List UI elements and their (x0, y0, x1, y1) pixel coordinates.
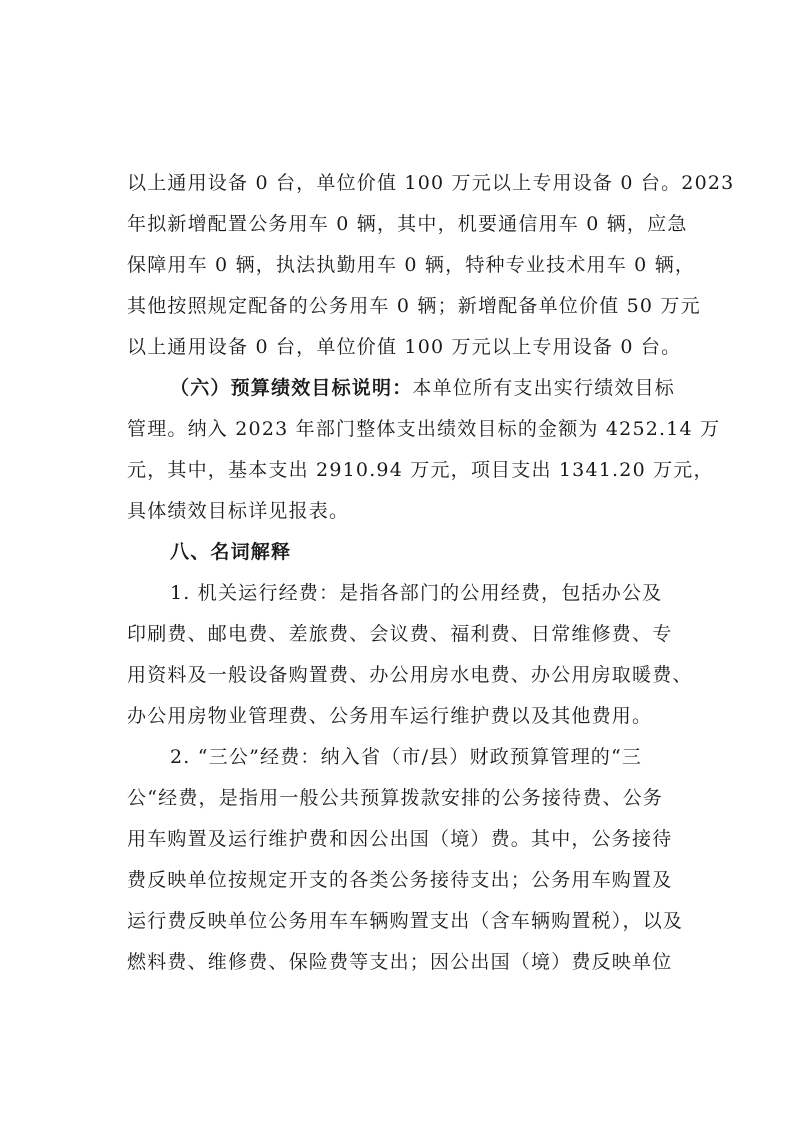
body-line: 燃料费、维修费、保险费等支出；因公出国（境）费反映单位 (127, 951, 673, 973)
body-line: 管理。纳入 2023 年部门整体支出绩效目标的金额为 4252.14 万 (127, 418, 721, 440)
section6-title: （六）预算绩效目标说明： (170, 377, 413, 399)
definition-item-2: 2. “三公”经费：纳入省（市/县）财政预算管理的“三 (170, 746, 643, 768)
body-line: 运行费反映单位公务用车车辆购置支出（含车辆购置税），以及 (127, 910, 684, 932)
section6-first-line (170, 375, 688, 401)
body-line: 公“经费，是指用一般公共预算拨款安排的公务接待费、公务 (127, 787, 664, 809)
body-line: 用车购置及运行维护费和因公出国（境）费。其中，公务接待 (127, 828, 673, 850)
body-line: 具体绩效目标详见报表。 (127, 500, 350, 522)
body-line: 印刷费、邮电费、差旅费、会议费、福利费、日常维修费、专 (127, 623, 673, 645)
body-line: 以上通用设备 0 台，单位价值 100 万元以上专用设备 0 台。 (127, 336, 682, 358)
body-line: 办公用房物业管理费、公务用车运行维护费以及其他费用。 (127, 705, 653, 727)
definition-item-1: 1. 机关运行经费：是指各部门的公用经费，包括办公及 (170, 582, 663, 604)
body-line: 其他按照规定配备的公务用车 0 辆；新增配备单位价值 50 万元 (127, 295, 701, 317)
body-line: 以上通用设备 0 台，单位价值 100 万元以上专用设备 0 台。2023 (127, 172, 735, 194)
body-line: 保障用车 0 辆，执法执勤用车 0 辆，特种专业技术用车 0 辆， (127, 254, 696, 276)
body-line: 用资料及一般设备购置费、办公用房水电费、办公用房取暖费、 (127, 664, 693, 686)
body-line: 元，其中，基本支出 2910.94 万元，项目支出 1341.20 万元， (127, 459, 714, 481)
body-line: 年拟新增配置公务用车 0 辆，其中，机要通信用车 0 辆，应急 (127, 213, 688, 235)
body-line: 费反映单位按规定开支的各类公务接待支出；公务用车购置及 (127, 869, 673, 891)
section6-first-line-text: 本单位所有支出实行绩效目标 (412, 377, 676, 399)
section8-heading: 八、名词解释 (170, 541, 292, 563)
